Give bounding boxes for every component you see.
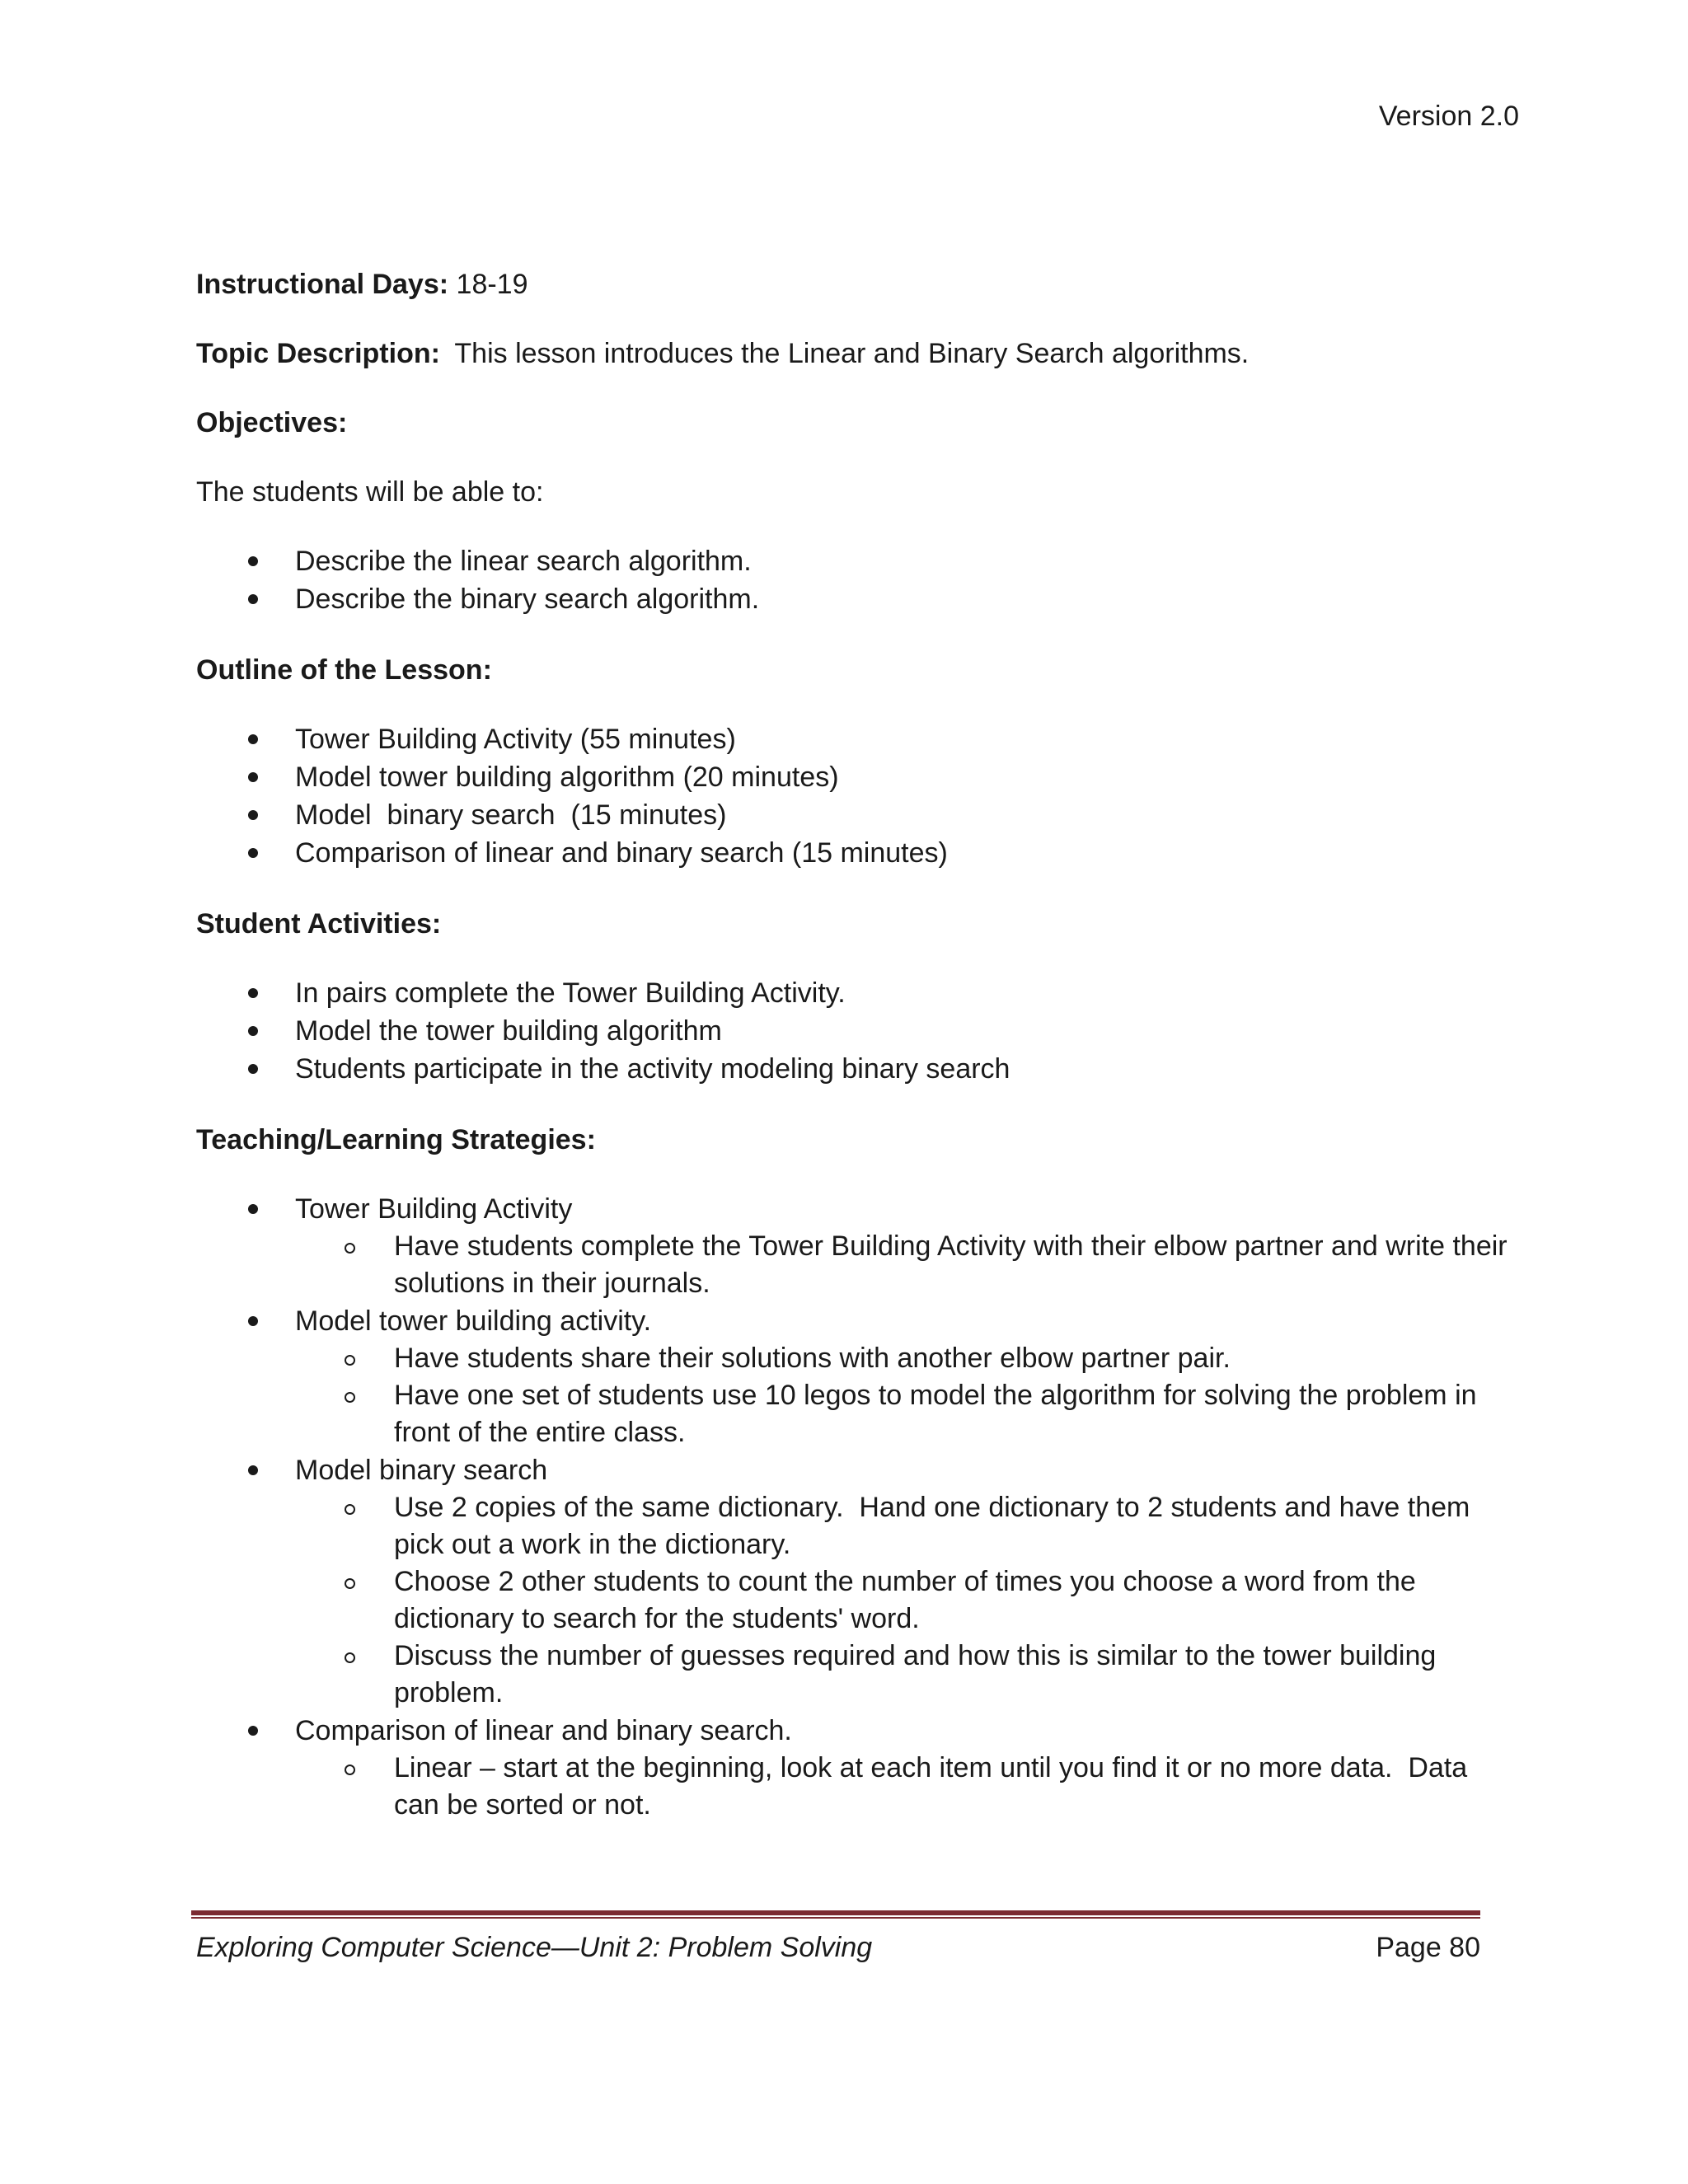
sub-list-item: Discuss the number of guesses required and how this is similar to the tower building problem. <box>295 1638 1515 1712</box>
list-item: Describe the binary search algorithm. <box>196 580 1515 618</box>
sub-list-item: Have one set of students use 10 legos to model the algorithm for solving the problem in front of the entire class. <box>295 1377 1515 1451</box>
sub-list <box>295 1228 1515 1302</box>
strategy-title: Comparison of linear and binary search. <box>295 1715 792 1746</box>
sub-list-item: Linear – start at the beginning, look at each item until you find it or no more data. Data can be sorted or not. <box>295 1750 1515 1824</box>
student-activities-list <box>196 974 1515 1088</box>
list-item <box>196 1190 1515 1302</box>
sub-list <box>295 1750 1515 1824</box>
list-item: Students participate in the activity modeling binary search <box>196 1050 1515 1088</box>
list-item: Model tower building algorithm (20 minutes) <box>196 758 1515 796</box>
footer-divider-thick <box>191 1910 1480 1915</box>
page-number: Page 80 <box>1376 1932 1480 1963</box>
list-item: Tower Building Activity (55 minutes) <box>196 720 1515 758</box>
list-item: In pairs complete the Tower Building Activity. <box>196 974 1515 1012</box>
instructional-days-value: 18-19 <box>456 269 528 300</box>
list-item: Model binary search (15 minutes) <box>196 796 1515 834</box>
sub-list-item: Have students share their solutions with another elbow partner pair. <box>295 1340 1515 1377</box>
footer-title: Exploring Computer Science—Unit 2: Problem Solving <box>196 1932 873 1963</box>
lesson-content <box>196 265 1515 1857</box>
strategy-title: Model tower building activity. <box>295 1305 652 1337</box>
topic-description-value: This lesson introduces the Linear and Binary Search algorithms. <box>454 338 1250 369</box>
footer-divider-thin <box>191 1917 1480 1919</box>
list-item: Comparison of linear and binary search (15 minutes) <box>196 834 1515 872</box>
outline-heading: Outline of the Lesson: <box>196 654 492 686</box>
list-item <box>196 1451 1515 1712</box>
strategies-list <box>196 1190 1515 1824</box>
strategy-title: Model binary search <box>295 1455 548 1486</box>
list-item: Describe the linear search algorithm. <box>196 542 1515 580</box>
topic-description-label: Topic Description: <box>196 338 440 369</box>
version-label: Version 2.0 <box>1378 101 1519 132</box>
list-item <box>196 1302 1515 1451</box>
strategies-heading: Teaching/Learning Strategies: <box>196 1124 596 1155</box>
instructional-days <box>196 265 1515 303</box>
sub-list-item: Use 2 copies of the same dictionary. Hand one dictionary to 2 students and have them pick out a work in the dictionary. <box>295 1489 1515 1563</box>
objectives-intro: The students will be able to: <box>196 476 544 508</box>
instructional-days-label: Instructional Days: <box>196 269 449 300</box>
list-item <box>196 1712 1515 1824</box>
outline-list <box>196 720 1515 872</box>
student-activities-heading: Student Activities: <box>196 908 442 940</box>
sub-list-item: Choose 2 other students to count the number of times you choose a word from the dictionary to search for the students' word. <box>295 1563 1515 1638</box>
footer-divider <box>191 1910 1480 1919</box>
sub-list-item: Have students complete the Tower Building Activity with their elbow partner and write their solutions in their journals. <box>295 1228 1515 1302</box>
sub-list <box>295 1489 1515 1712</box>
strategy-title: Tower Building Activity <box>295 1193 573 1225</box>
sub-list <box>295 1340 1515 1451</box>
objectives-list <box>196 542 1515 618</box>
objectives-heading: Objectives: <box>196 407 348 438</box>
list-item: Model the tower building algorithm <box>196 1012 1515 1050</box>
topic-description <box>196 335 1515 373</box>
